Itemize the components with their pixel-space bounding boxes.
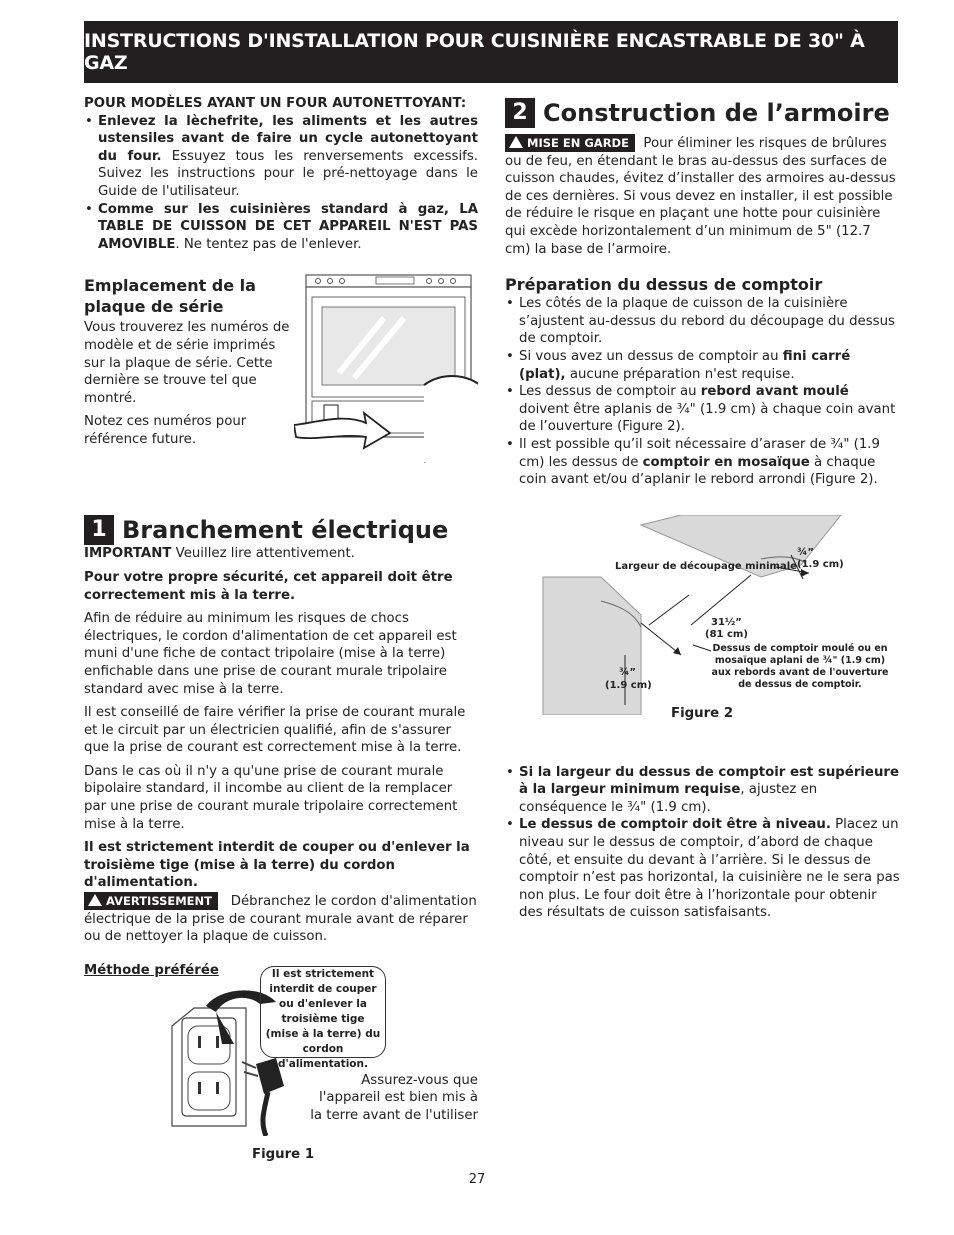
list-item	[505, 764, 900, 817]
serial-p1: Vous trouverez les numéros de modèle et de série imprimés sur la plaque de série. Cette dernière se trouve tel que montré.	[84, 320, 290, 406]
pb4-c: à chaque coin avant et/ou d’aplanir le rebord arrondi (Figure 2).	[519, 454, 878, 488]
fig2-34a: ¾”	[797, 546, 814, 558]
forbidden-statement: Il est strictement interdit de couper ou d'enlever la troisième tige (mise à la terre) du cordon d'alimentation.	[84, 840, 470, 891]
fig2-34b: ¾”	[619, 666, 636, 678]
pb3-b: rebord avant moulé	[700, 384, 849, 400]
ensure-text: Assurez-vous que l'appareil est bien mis à la terre avant de l'utiliser	[310, 1072, 478, 1123]
warning-label: AVERTISSEMENT	[106, 894, 213, 909]
section-2-heading	[505, 98, 900, 128]
method-heading: Méthode préférée	[84, 962, 219, 978]
cb1-bold: Si la largeur du dessus de comptoir est supérieure à la largeur minimum requise	[519, 764, 899, 798]
important-text: Veuillez lire attentivement.	[171, 546, 355, 562]
right-column	[505, 95, 900, 922]
figure-1-block	[84, 962, 478, 1162]
figure-1-caption: Figure 1	[252, 1146, 315, 1162]
b1-bold: Enlevez la lèchefrite, les aliments et les autres ustensiles avant de faire un cycle autonettoyant du four.	[98, 113, 478, 164]
section-1-number: 1	[84, 515, 114, 545]
paragraph-1: Afin de réduire au minimum les risques de chocs électriques, le cordon d'alimentation de cet appareil est muni d'une fiche de contact tripolaire (mise à la terre) enfichable dans une prise de courant murale tripolaire standard avec mise à la terre.	[84, 611, 457, 697]
fig2-315: 31½”	[711, 616, 742, 628]
pb2-c: aucune préparation n'est requise.	[565, 366, 795, 382]
fig2-width-label: Largeur de découpage minimale	[615, 560, 797, 572]
warning-triangle-icon	[88, 894, 102, 906]
important-bold: IMPORTANT	[84, 546, 172, 562]
figure-2-block	[505, 507, 900, 752]
selfclean-heading: POUR MODÈLES AYANT UN FOUR AUTONETTOYANT:	[84, 96, 467, 111]
section-1-title: Branchement électrique	[122, 516, 449, 545]
list-item	[505, 816, 900, 922]
b1-text: Essuyez tous les renversements excessifs. Suivez les instructions pour le pré-nettoyage dans le Guide de l'utilisateur.	[98, 148, 478, 199]
pb4-a: Il est possible qu’il soit nécessaire d’araser de ¾" (1.9 cm) les dessus de	[519, 436, 880, 470]
caution-label: MISE EN GARDE	[527, 136, 629, 150]
list-item	[84, 201, 478, 254]
fig2-desc: Dessus de comptoir moulé ou en mosaïque aplani de ¾" (1.9 cm) aux rebords avant de l'ouverture de dessus de comptoir.	[711, 642, 889, 690]
countertop-list	[505, 764, 900, 922]
prep-list	[505, 295, 900, 489]
warning-paragraph	[84, 892, 478, 946]
caution-badge	[505, 134, 635, 152]
left-column	[84, 95, 478, 1162]
caution-paragraph	[505, 134, 900, 258]
paragraph-3: Dans le cas où il n'y a qu'une prise de courant murale bipolaire standard, il incombe au client de la remplacer par une prise de courant murale tripolaire correctement mise à la terre.	[84, 763, 458, 832]
warning-text: Débranchez le cordon d'alimentation électrique de la prise de courant murale avant de réparer ou de nettoyer la plaque de cuisson.	[84, 894, 477, 945]
serial-block	[84, 275, 478, 475]
safety-statement: Pour votre propre sécurité, cet appareil doit être correctement mis à la terre.	[84, 569, 453, 603]
important-line	[84, 545, 478, 563]
serial-p2: Notez ces numéros pour référence future.	[84, 414, 247, 447]
cb2-bold: Le dessus de comptoir doit être à niveau.	[519, 817, 831, 833]
list-item	[505, 348, 900, 383]
list-item: • Les côtés de la plaque de cuisson de la cuisinière s’ajustent au-dessus du rebord du découpage du dessus de comptoir.	[505, 295, 900, 348]
prep-heading: Préparation du dessus de comptoir	[505, 275, 823, 295]
caution-triangle-icon	[509, 136, 523, 148]
section-1-heading	[84, 515, 478, 545]
serial-heading: Emplacement de la plaque de série	[84, 276, 256, 317]
selfclean-list	[84, 113, 478, 254]
warning-badge	[84, 892, 218, 910]
caution-text: Pour éliminer les risques de brûlures ou de feu, en étendant le bras au-dessus des surfaces de cuisson chaudes, évitez d’installer des armoires au-dessus de ces dernières. Si vous devez en installer, il est possible de réduire le risque en plaçant une hotte pour cuisinière qui excède horizontalement d’un minimum de 5" (12.7 cm) la base de l’armoire.	[505, 136, 896, 257]
list-item	[505, 383, 900, 436]
page-banner	[84, 21, 898, 83]
fig2-34b-cm: (1.9 cm)	[605, 679, 652, 691]
pb3-c: doivent être aplanis de ¾" (1.9 cm) à chaque coin avant de l’ouverture (Figure 2).	[519, 401, 896, 435]
list-item	[505, 436, 900, 489]
range-serial-illustration	[294, 273, 478, 463]
banner-title: INSTRUCTIONS D'INSTALLATION POUR CUISINIÈRE ENCASTRABLE DE 30" À GAZ	[84, 30, 865, 74]
callout-text: Il est strictement interdit de couper ou d'enlever la troisième tige (mise à la terre) du cordon d'alimentation.	[265, 967, 381, 1070]
paragraph-2: Il est conseillé de faire vérifier la prise de courant murale et le circuit par un électricien qualifié, afin de s'assurer que la prise de courant est correctement mise à la terre.	[84, 705, 466, 756]
b2-text: . Ne tentez pas de l'enlever.	[175, 236, 362, 252]
cb2-text: Placez un niveau sur le dessus de comptoir, d’abord de chaque côté, et ensuite du devant à l’arrière. Si le dessus de comptoir n’est pas horizontal, la cuisinière ne le sera pas non plus. Le four doit être à l’horizontale pour obtenir des résultats de cuisson satisfaisants.	[519, 817, 900, 921]
pb4-b: comptoir en mosaïque	[642, 454, 810, 470]
cb1-text: , ajustez en conséquence le ¾" (1.9 cm).	[519, 782, 818, 815]
pb3-a: Les dessus de comptoir au	[519, 384, 701, 400]
callout-bubble	[260, 966, 386, 1070]
pb2-b: fini carré (plat),	[519, 348, 851, 382]
figure-2-caption: Figure 2	[671, 705, 734, 721]
fig2-34a-cm: (1.9 cm)	[797, 558, 844, 570]
section-2-title: Construction de l’armoire	[543, 99, 890, 127]
b2-bold: Comme sur les cuisinières standard à gaz, LA TABLE DE CUISSON DE CET APPAREIL N'EST PAS AMOVIBLE	[98, 201, 478, 252]
list-item	[84, 113, 478, 201]
fig2-315-cm: (81 cm)	[705, 628, 748, 640]
section-2-number: 2	[505, 98, 535, 128]
page-number: 27	[468, 1172, 486, 1187]
pb2-a: Si vous avez un dessus de comptoir au	[519, 348, 783, 364]
